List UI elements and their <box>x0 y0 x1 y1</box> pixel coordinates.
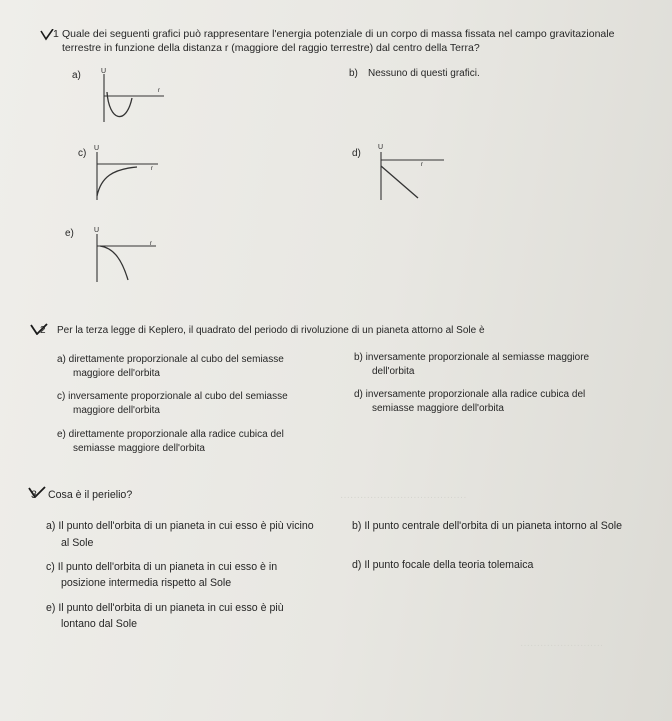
q3-option-a-line1[interactable]: a) Il punto dell'orbita di un pianeta in cui esso è più vicino <box>46 520 314 532</box>
checkmark-icon <box>40 29 54 41</box>
q3-option-e-line2: lontano dal Sole <box>61 618 137 630</box>
graph-e-y-label: U <box>94 227 100 234</box>
q1-option-d-label[interactable]: d) <box>352 148 361 159</box>
q1-option-a-label[interactable]: a) <box>72 70 81 81</box>
q1-option-e-label[interactable]: e) <box>65 228 74 239</box>
q1-option-c-label[interactable]: c) <box>78 148 87 159</box>
q2-option-d-line1[interactable]: d) inversamente proporzionale alla radice cubica del <box>354 389 586 400</box>
q2-option-e-line2: semiasse maggiore dell'orbita <box>73 443 205 454</box>
graph-d-x-label: r <box>421 162 423 168</box>
q1-text-line2: terrestre in funzione della distanza r (maggiore del raggio terrestre) dal centro della Terra? <box>62 42 480 54</box>
show-through-text: ························· <box>520 640 604 651</box>
graph-c-x-label: r <box>151 166 153 172</box>
graph-a-y-label: U <box>101 68 107 75</box>
graph-option-e[interactable] <box>92 228 172 288</box>
q1-option-b-text: Nessuno di questi grafici. <box>368 68 480 79</box>
q2-number: 2 <box>40 325 46 336</box>
q2-option-a-line1[interactable]: a) direttamente proporzionale al cubo del semiasse <box>57 354 284 365</box>
q3-option-e-line1[interactable]: e) Il punto dell'orbita di un pianeta in cui esso è più <box>46 602 284 614</box>
graph-d-y-label: U <box>378 144 384 151</box>
q2-option-d-line2: semiasse maggiore dell'orbita <box>372 403 504 414</box>
q1-text-line1: Quale dei seguenti grafici può rappresentare l'energia potenziale di un corpo di massa fissata nel campo gravitazionale <box>62 28 615 40</box>
q2-option-c-line2: maggiore dell'orbita <box>73 405 160 416</box>
q3-option-a-line2: al Sole <box>61 537 94 549</box>
q1-option-b-label[interactable]: b) <box>349 68 358 79</box>
q3-option-b-line1[interactable]: b) Il punto centrale dell'orbita di un pianeta intorno al Sole <box>352 520 622 532</box>
q2-option-e-line1[interactable]: e) direttamente proporzionale alla radice cubica del <box>57 429 284 440</box>
q3-number: 3 <box>31 489 37 501</box>
q1-number: 1 <box>53 28 59 40</box>
graph-option-d[interactable] <box>372 144 452 204</box>
graph-c-y-label: U <box>94 145 100 152</box>
q2-option-c-line1[interactable]: c) inversamente proporzionale al cubo del semiasse <box>57 391 288 402</box>
q2-option-b-line2: dell'orbita <box>372 366 415 377</box>
q2-option-b-line1[interactable]: b) inversamente proporzionale al semiasse maggiore <box>354 352 590 363</box>
graph-option-a[interactable] <box>92 66 172 126</box>
q3-text: Cosa è il perielio? <box>48 489 133 501</box>
graph-a-x-label: r <box>158 88 160 94</box>
q2-option-a-line2: maggiore dell'orbita <box>73 368 160 379</box>
q3-option-d-line1[interactable]: d) Il punto focale della teoria tolemaica <box>352 559 534 571</box>
q3-option-c-line1[interactable]: c) Il punto dell'orbita di un pianeta in cui esso è in <box>46 561 278 573</box>
graph-e-x-label: r <box>150 241 152 247</box>
q2-text: Per la terza legge di Keplero, il quadrato del periodo di rivoluzione di un pianeta attorno al Sole è <box>57 325 485 336</box>
q3-option-c-line2: posizione intermedia rispetto al Sole <box>61 577 232 589</box>
show-through-text: ······································ <box>340 492 467 503</box>
graph-option-c[interactable] <box>92 144 172 204</box>
